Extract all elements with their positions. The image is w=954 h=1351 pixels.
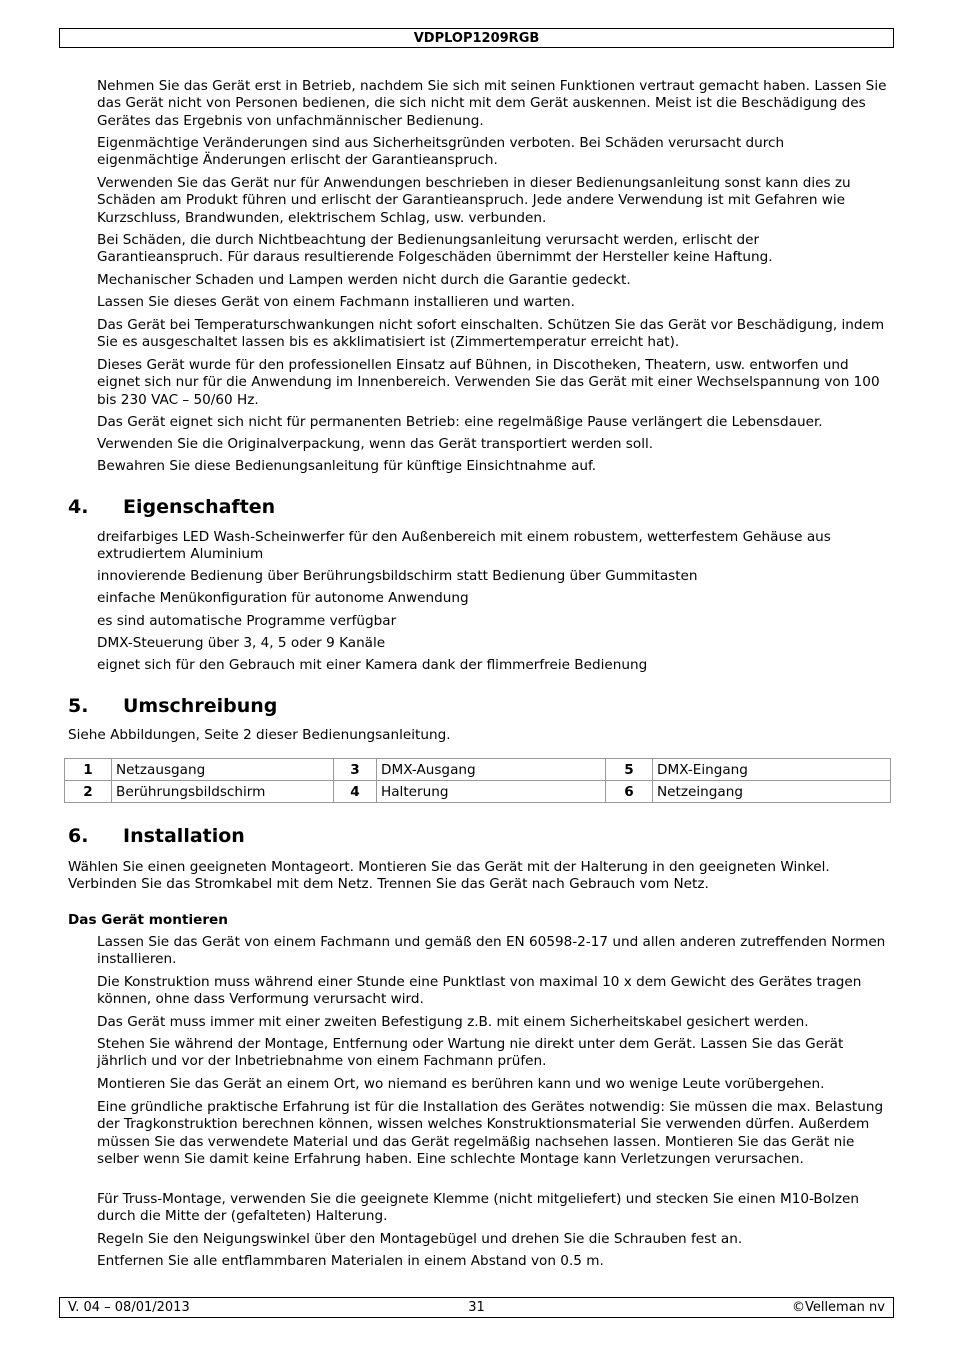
list-item: Das Gerät bei Temperaturschwankungen nicht sofort einschalten. Schützen Sie das Gerät vor Beschädigung, indem Sie es ausgeschaltet lassen bis es akklimatisiert ist (Zimmertemperatur erreicht hat).	[97, 317, 885, 351]
section-number: 6.	[68, 825, 89, 847]
list-item: Montieren Sie das Gerät an einem Ort, wo niemand es berühren kann und wo wenige Leute vorübergehen.	[97, 1076, 825, 1092]
page-footer	[59, 1297, 894, 1318]
table-cell: DMX-Eingang	[653, 759, 891, 781]
list-item: Für Truss-Montage, verwenden Sie die geeignete Klemme (nicht mitgeliefert) und stecken Sie einen M10-Bolzen durch die Mitte der (gefalteten) Halterung.	[97, 1191, 859, 1225]
list-item: Das Gerät eignet sich nicht für permanenten Betrieb: eine regelmäßige Pause verlängert die Lebensdauer.	[97, 414, 823, 430]
section-title: Installation	[123, 825, 245, 847]
table-row	[65, 759, 891, 781]
section-heading-umschreibung	[68, 694, 277, 718]
list-item: einfache Menükonfiguration für autonome Anwendung	[97, 590, 469, 606]
table-row	[65, 781, 891, 803]
list-item: Mechanischer Schaden und Lampen werden nicht durch die Garantie gedeckt.	[97, 272, 631, 288]
section-title: Eigenschaften	[123, 496, 276, 518]
section-intro: Wählen Sie einen geeigneten Montageort. Montieren Sie das Gerät mit der Halterung in den geeigneten Winkel. Verbinden Sie das Stromkabel mit dem Netz. Trennen Sie das Gerät nach Gebrauch vom Netz.	[68, 859, 830, 893]
footer-version: V. 04 – 08/01/2013	[68, 1300, 190, 1315]
section-number: 4.	[68, 496, 89, 518]
list-item: innovierende Bedienung über Berührungsbildschirm statt Bedienung über Gummitasten	[97, 568, 698, 584]
table-cell: 4	[334, 781, 377, 803]
list-item: Entfernen Sie alle entflammbaren Materialen in einem Abstand von 0.5 m.	[97, 1253, 604, 1269]
list-item: Stehen Sie während der Montage, Entfernung oder Wartung nie direkt unter dem Gerät. Lassen Sie das Gerät jährlich und vor der Inbetriebnahme von einem Fachmann prüfen.	[97, 1036, 844, 1070]
list-item: Die Konstruktion muss während einer Stunde eine Punktlast von maximal 10 x dem Gewicht des Gerätes tragen können, ohne dass Verformung verursacht wird.	[97, 974, 862, 1008]
list-item: Verwenden Sie die Originalverpackung, wenn das Gerät transportiert werden soll.	[97, 436, 654, 452]
list-item: Lassen Sie dieses Gerät von einem Fachmann installieren und warten.	[97, 294, 575, 310]
table-cell: Halterung	[377, 781, 606, 803]
section-title: Umschreibung	[123, 695, 278, 717]
list-item: Das Gerät muss immer mit einer zweiten Befestigung z.B. mit einem Sicherheitskabel gesichert werden.	[97, 1014, 809, 1030]
section-heading-eigenschaften	[68, 495, 275, 519]
table-cell: Berührungsbildschirm	[112, 781, 334, 803]
list-item: Eine gründliche praktische Erfahrung ist für die Installation des Gerätes notwendig: Sie müssen die max. Belastung der Tragkonstruktion berechnen können, wissen welches Konstruktionsmaterial Sie verwenden dürfen. Außerdem müssen Sie das verwendete Material und das Gerät regelmäßig nachsehen lassen. Montieren Sie das Gerät nie selber wenn Sie damit keine Erfahrung haben. Eine schlechte Montage kann Verletzungen verursachen.	[97, 1099, 884, 1168]
table-cell: 3	[334, 759, 377, 781]
list-item: es sind automatische Programme verfügbar	[97, 613, 397, 629]
header-title: VDPLOP1209RGB	[59, 28, 894, 48]
table-cell: 2	[65, 781, 112, 803]
list-item: eignet sich für den Gebrauch mit einer Kamera dank der flimmerfreie Bedienung	[97, 657, 648, 673]
section-heading-installation	[68, 824, 245, 848]
list-item: Regeln Sie den Neigungswinkel über den Montagebügel und drehen Sie die Schrauben fest an.	[97, 1231, 743, 1247]
section-intro: Siehe Abbildungen, Seite 2 dieser Bedienungsanleitung.	[68, 727, 451, 743]
list-item: Bewahren Sie diese Bedienungsanleitung für künftige Einsichtnahme auf.	[97, 458, 597, 474]
list-item: Dieses Gerät wurde für den professionellen Einsatz auf Bühnen, in Discotheken, Theatern, usw. entworfen und eignet sich nur für die Anwendung im Innenbereich. Verwenden Sie das Gerät mit einer Wechselspannung von 100 bis 230 VAC – 50/60 Hz.	[97, 357, 880, 408]
list-item: Bei Schäden, die durch Nichtbeachtung der Bedienungsanleitung verursacht werden, erlischt der Garantieanspruch. Für daraus resultierende Folgeschäden übernimmt der Hersteller keine Haftung.	[97, 232, 773, 266]
table-cell: 6	[606, 781, 653, 803]
table-cell: Netzeingang	[653, 781, 891, 803]
section-number: 5.	[68, 695, 89, 717]
subheading: Das Gerät montieren	[68, 912, 228, 928]
table-cell: Netzausgang	[112, 759, 334, 781]
parts-table	[64, 758, 891, 803]
table-cell: 5	[606, 759, 653, 781]
list-item: dreifarbiges LED Wash-Scheinwerfer für den Außenbereich mit einem robustem, wetterfestem Gehäuse aus extrudiertem Aluminium	[97, 529, 831, 563]
list-item: DMX-Steuerung über 3, 4, 5 oder 9 Kanäle	[97, 635, 386, 651]
list-item: Verwenden Sie das Gerät nur für Anwendungen beschrieben in dieser Bedienungsanleitung sonst kann dies zu Schäden am Produkt führen und erlischt der Garantieanspruch. Jede andere Verwendung ist mit Gefahren wie Kurzschluss, Brandwunden, elektrischem Schlag, usw. verbunden.	[97, 175, 851, 226]
list-item: Nehmen Sie das Gerät erst in Betrieb, nachdem Sie sich mit seinen Funktionen vertraut gemacht haben. Lassen Sie das Gerät nicht von Personen bedienen, die sich nicht mit dem Gerät auskennen. Meist ist die Beschädigung des Gerätes das Ergebnis von unfachmännischer Bedienung.	[97, 78, 887, 129]
footer-page-number: 31	[468, 1300, 485, 1315]
table-cell: DMX-Ausgang	[377, 759, 606, 781]
table-cell: 1	[65, 759, 112, 781]
list-item: Lassen Sie das Gerät von einem Fachmann und gemäß den EN 60598-2-17 und allen anderen zutreffenden Normen installieren.	[97, 934, 886, 968]
list-item: Eigenmächtige Veränderungen sind aus Sicherheitsgründen verboten. Bei Schäden verursacht durch eigenmächtige Änderungen erlischt der Garantieanspruch.	[97, 135, 785, 169]
footer-copyright: ©Velleman nv	[791, 1300, 885, 1315]
